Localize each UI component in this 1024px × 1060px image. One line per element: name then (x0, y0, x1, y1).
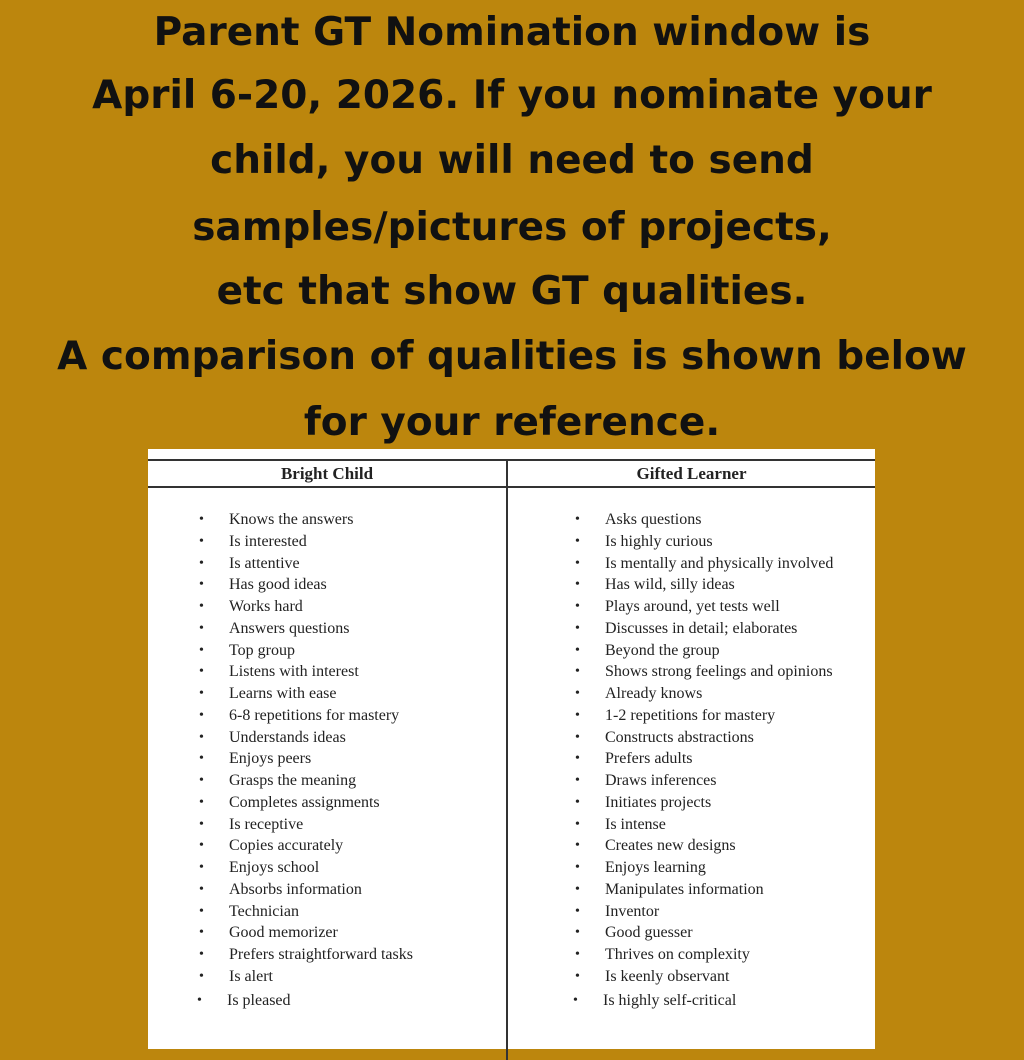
bullet-icon: • (575, 968, 580, 984)
list-item-text: Is interested (229, 532, 307, 550)
list-item-text: 1-2 repetitions for mastery (605, 706, 776, 724)
list-item-text: 6-8 repetitions for mastery (229, 706, 400, 724)
list-item-text: Initiates projects (605, 793, 712, 811)
list-item-text: Is keenly observant (605, 967, 730, 985)
list-item-text: Has good ideas (229, 576, 327, 594)
bullet-icon: • (575, 512, 580, 527)
list-item-text: Prefers straightforward tasks (229, 946, 413, 963)
bullet-icon: • (575, 533, 580, 549)
bullet-icon: • (199, 533, 204, 549)
bullet-icon: • (199, 816, 204, 832)
list-item-text: Has wild, silly ideas (605, 576, 735, 594)
bullet-icon: • (575, 947, 580, 962)
bullet-icon: • (197, 992, 202, 1008)
bullet-icon: • (199, 947, 204, 962)
bullet-icon: • (575, 707, 580, 723)
bullet-icon: • (199, 664, 204, 680)
list-item-text: Answers questions (229, 619, 350, 637)
bullet-icon: • (199, 794, 204, 810)
list-item-text: Copies accurately (229, 837, 344, 855)
bullet-icon: • (575, 794, 580, 810)
bullet-icon: • (573, 992, 578, 1008)
list-item-text: Technician (229, 902, 299, 920)
list-item-text: Constructs abstractions (605, 728, 754, 746)
list-item-text: Is alert (229, 967, 273, 985)
title-line: A comparison of qualities is shown below (57, 334, 967, 379)
bullet-icon: • (575, 751, 580, 767)
bullet-icon: • (199, 881, 204, 897)
list-item-text: Works hard (229, 598, 303, 615)
bullet-icon: • (575, 860, 580, 875)
bullet-icon: • (199, 599, 204, 614)
list-item-text: Asks questions (605, 511, 702, 528)
bullet-icon: • (199, 555, 204, 571)
bullet-icon: • (199, 686, 204, 701)
title-line: samples/pictures of projects, (192, 205, 832, 250)
bullet-icon: • (199, 903, 204, 919)
bullet-icon: • (575, 838, 580, 854)
bullet-icon: • (575, 925, 580, 941)
list-item-text: Discusses in detail; elaborates (605, 619, 798, 637)
list-item-text: Knows the answers (229, 511, 354, 528)
list-item-text: Is highly curious (605, 532, 713, 550)
list-item-text: Listens with interest (229, 663, 359, 681)
bullet-icon: • (199, 773, 204, 788)
list-item-text: Absorbs information (229, 880, 362, 898)
list-item-text: Already knows (605, 685, 703, 702)
bullet-icon: • (199, 968, 204, 984)
list-item-text: Grasps the meaning (229, 772, 357, 789)
list-item-text: Is pleased (227, 991, 291, 1009)
bullet-icon: • (575, 555, 580, 571)
bullet-icon: • (575, 816, 580, 832)
list-item-text: Enjoys peers (229, 750, 312, 768)
bullet-icon: • (575, 620, 580, 636)
list-item-text: Thrives on complexity (605, 946, 750, 963)
bullet-icon: • (575, 577, 580, 593)
bullet-icon: • (199, 729, 204, 745)
bullet-icon: • (199, 838, 204, 854)
bullet-icon: • (575, 729, 580, 745)
bullet-icon: • (199, 512, 204, 527)
list-item-text: Is mentally and physically involved (605, 554, 834, 572)
list-item-text: Good guesser (605, 924, 693, 942)
bullet-icon: • (199, 707, 204, 723)
comparison-table (148, 449, 875, 1049)
bullet-icon: • (199, 925, 204, 941)
bullet-icon: • (199, 860, 204, 875)
list-item-text: Good memorizer (229, 924, 338, 942)
bullet-icon: • (575, 773, 580, 788)
list-item-text: Is attentive (229, 554, 300, 572)
bullet-icon: • (199, 620, 204, 636)
title-line: for your reference. (303, 400, 721, 445)
list-item-text: Beyond the group (605, 641, 720, 659)
list-item-text: Enjoys learning (605, 859, 706, 876)
list-item-text: Draws inferences (605, 772, 717, 789)
title-line: April 6-20, 2026. If you nominate your (92, 73, 932, 118)
list-item-text: Top group (229, 641, 295, 659)
bullet-icon: • (199, 577, 204, 593)
list-item-text: Learns with ease (229, 685, 337, 702)
header-gifted-learner: Gifted Learner (636, 464, 747, 483)
list-item-text: Inventor (605, 902, 660, 920)
list-item-text: Understands ideas (229, 728, 346, 746)
list-item-text: Manipulates information (605, 880, 764, 898)
header-bright-child: Bright Child (280, 464, 374, 483)
title-line: Parent GT Nomination window is (153, 10, 871, 55)
list-item-text: Plays around, yet tests well (605, 598, 780, 615)
bullet-icon: • (575, 599, 580, 614)
list-item-text: Is intense (605, 815, 666, 833)
bullet-icon: • (575, 686, 580, 701)
list-item-text: Shows strong feelings and opinions (605, 663, 833, 681)
list-item-text: Is highly self-critical (603, 991, 737, 1009)
bullet-icon: • (575, 664, 580, 680)
list-item-text: Creates new designs (605, 837, 736, 855)
bullet-icon: • (199, 642, 204, 658)
bullet-icon: • (199, 751, 204, 767)
bullet-icon: • (575, 881, 580, 897)
list-item-text: Is receptive (229, 815, 304, 833)
list-item-text: Prefers adults (605, 750, 693, 768)
column-divider (506, 460, 508, 1060)
list-item-text: Completes assignments (229, 793, 380, 811)
list-item-text: Enjoys school (229, 859, 320, 876)
title-line: child, you will need to send (210, 138, 814, 183)
bullet-icon: • (575, 642, 580, 658)
bullet-icon: • (575, 903, 580, 919)
title-line: etc that show GT qualities. (216, 269, 808, 314)
